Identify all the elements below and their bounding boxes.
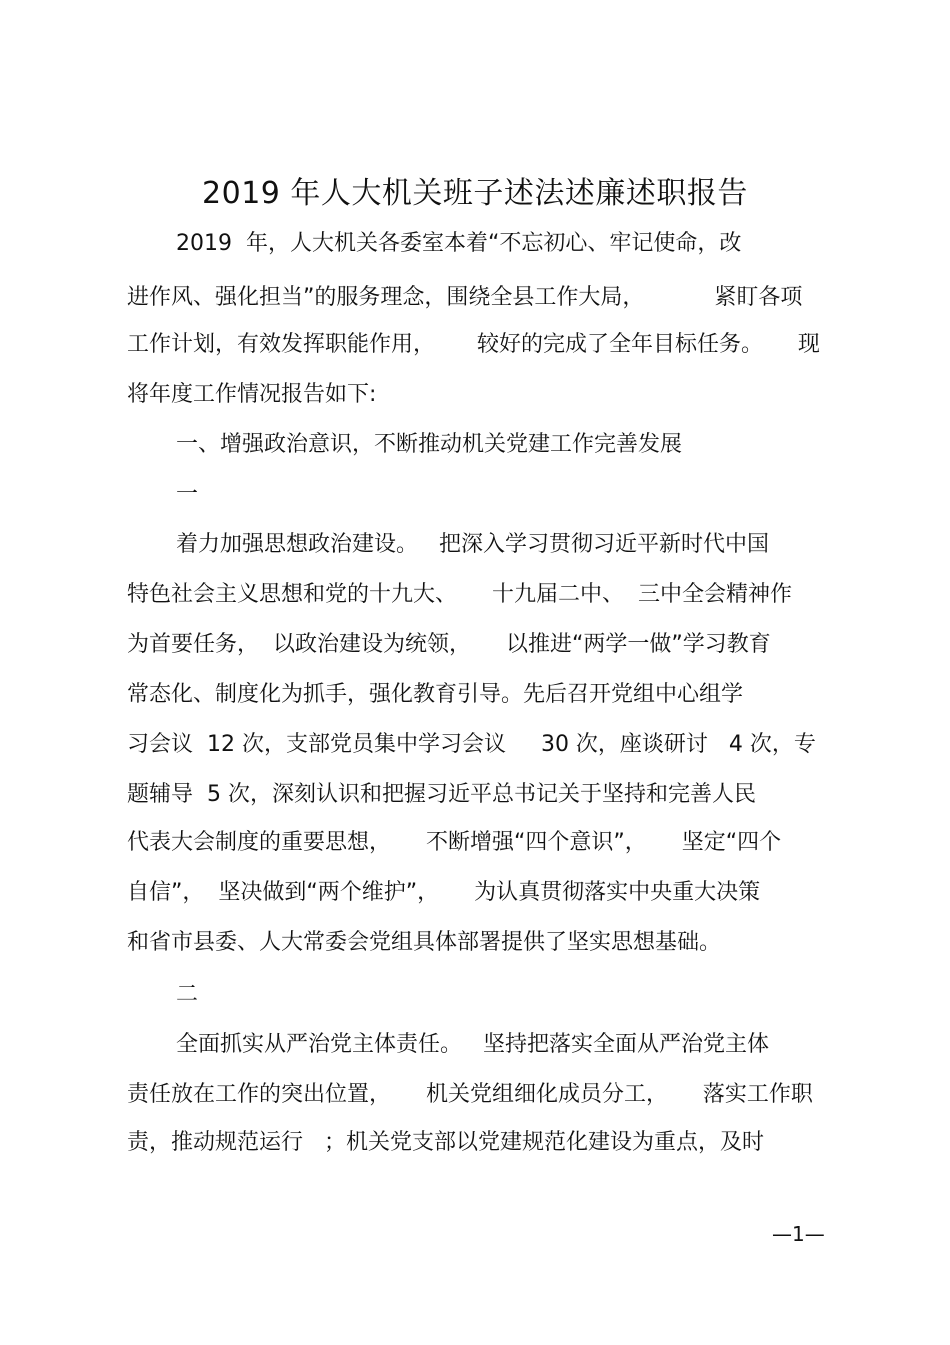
paragraph-line: 和省市县委、人大常委会党组具体部署提供了坚实思想基础。 — [127, 930, 722, 955]
section-heading: 一、增强政治意识，不断推动机关党建工作完善发展 — [176, 432, 683, 457]
paragraph-line: 进作风、强化担当”的服务理念，围绕全县工作大局， 紧盯各项 — [127, 285, 803, 310]
paragraph-line: 工作计划，有效发挥职能作用， 较好的完成了全年目标任务。 现 — [127, 332, 820, 357]
page-number: —1— — [772, 1222, 825, 1246]
subsection-number: 二 — [176, 982, 199, 1007]
paragraph-line: 将年度工作情况报告如下: — [127, 382, 377, 407]
paragraph-line: 责，推动规范运行 ；机关党支部以党建规范化建设为重点，及时 — [127, 1130, 764, 1155]
paragraph-line: 自信”， 坚决做到“两个维护”， 为认真贯彻落实中央重大决策 — [127, 880, 761, 905]
paragraph-line: 着力加强思想政治建设。 把深入学习贯彻习近平新时代中国 — [176, 532, 769, 557]
paragraph-line: 全面抓实从严治党主体责任。 坚持把落实全面从严治党主体 — [176, 1032, 769, 1057]
paragraph-line: 代表大会制度的重要思想， 不断增强“四个意识”， 坚定“四个 — [127, 830, 782, 855]
paragraph-line: 为首要任务， 以政治建设为统领， 以推进“两学一做”学习教育 — [127, 632, 771, 657]
paragraph-line: 习会议 12 次，支部党员集中学习会议 30 次，座谈研讨 4 次，专 — [127, 732, 816, 757]
paragraph-line: 2019 年，人大机关各委室本着“不忘初心、牢记使命，改 — [176, 231, 742, 256]
paragraph-line: 特色社会主义思想和党的十九大、 十九届二中、 三中全会精神作 — [127, 582, 792, 607]
paragraph-line: 题辅导 5 次，深刻认识和把握习近平总书记关于坚持和完善人民 — [127, 782, 756, 807]
document-title: 2019 年人大机关班子述法述廉述职报告 — [202, 176, 748, 211]
paragraph-line: 责任放在工作的突出位置， 机关党组细化成员分工， 落实工作职 — [127, 1082, 813, 1107]
paragraph-line: 常态化、制度化为抓手，强化教育引导。先后召开党组中心组学 — [127, 682, 744, 707]
subsection-number: 一 — [176, 482, 199, 507]
